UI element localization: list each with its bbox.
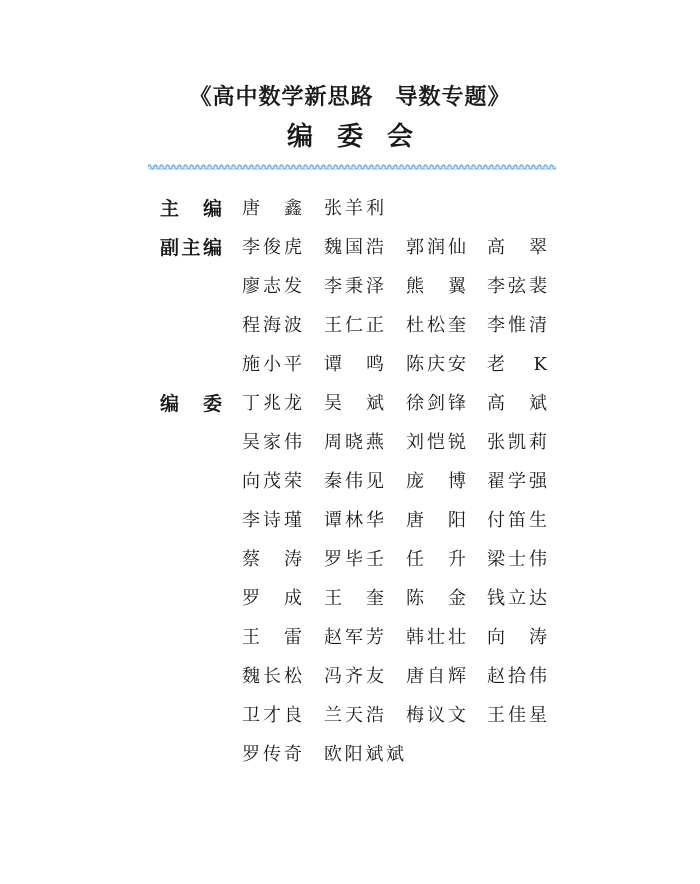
committee-member-name: 罗传奇 xyxy=(242,744,302,765)
committee-member-name: 欧阳斌斌 xyxy=(324,744,404,765)
deputy-editor-name: 王仁正 xyxy=(324,315,384,336)
committee-member-name: 魏长松 xyxy=(242,666,302,687)
deputy-editor-name: 高翠 xyxy=(487,237,547,258)
deputy-editor-name: 李惟清 xyxy=(487,315,547,336)
committee-member-name: 卫才良 xyxy=(242,705,302,726)
committee-member-name: 谭林华 xyxy=(324,510,384,531)
deputy-editor-name: 杜松奎 xyxy=(406,315,466,336)
committee-member-name: 王奎 xyxy=(324,588,384,609)
role-label-deputy-editor: 副主编 xyxy=(160,237,222,259)
role-label-committee: 编委 xyxy=(160,393,222,415)
deputy-editor-name: 廖志发 xyxy=(242,276,302,297)
deputy-editor-name: 李弦裴 xyxy=(487,276,547,297)
committee-member-name: 付笛生 xyxy=(487,510,547,531)
committee-member-name: 陈金 xyxy=(406,588,466,609)
committee-member-name: 翟学强 xyxy=(487,471,547,492)
deputy-editor-name: 熊翼 xyxy=(406,276,466,297)
committee-member-name: 高斌 xyxy=(487,393,547,414)
committee-member-name: 李诗瑾 xyxy=(242,510,302,531)
committee-member-name: 赵拾伟 xyxy=(487,666,547,687)
committee-member-name: 秦伟见 xyxy=(324,471,384,492)
committee-member-name: 赵军芳 xyxy=(324,627,384,648)
committee-member-name: 罗成 xyxy=(242,588,302,609)
committee-member-name: 张凯莉 xyxy=(487,432,547,453)
deputy-editor-name: 李俊虎 xyxy=(242,237,302,258)
committee-member-name: 钱立达 xyxy=(487,588,547,609)
deputy-editor-name: 程海波 xyxy=(242,315,302,336)
committee-member-name: 王雷 xyxy=(242,627,302,648)
role-label-chief-editor: 主编 xyxy=(160,198,222,220)
committee-member-name: 周晓燕 xyxy=(324,432,384,453)
page-heading: 编委会 xyxy=(286,122,437,152)
book-title-main: 《高中数学新思路 xyxy=(189,85,374,110)
deputy-editor-name: 施小平 xyxy=(242,354,302,375)
deputy-editor-name: 李秉泽 xyxy=(324,276,384,297)
deputy-editor-name: 郭润仙 xyxy=(406,237,466,258)
committee-member-name: 唐自辉 xyxy=(406,666,466,687)
committee-member-name: 王佳星 xyxy=(487,705,547,726)
committee-member-name: 梁士伟 xyxy=(487,549,547,570)
committee-member-name: 吴斌 xyxy=(324,393,384,414)
committee-member-name: 兰天浩 xyxy=(324,705,384,726)
deputy-editor-name: 魏国浩 xyxy=(324,237,384,258)
committee-member-name: 梅议文 xyxy=(406,705,466,726)
committee-member-name: 韩壮壮 xyxy=(406,627,466,648)
committee-member-name: 唐阳 xyxy=(406,510,466,531)
committee-member-name: 向涛 xyxy=(487,627,547,648)
editor-name: 张羊利 xyxy=(324,198,384,219)
deputy-editor-name: 老K xyxy=(487,354,547,375)
wave-divider xyxy=(148,161,556,173)
book-title-topic: 导数专题》 xyxy=(395,85,511,110)
deputy-editor-name: 谭鸣 xyxy=(324,354,384,375)
committee-member-name: 向茂荣 xyxy=(242,471,302,492)
committee-member-name: 吴家伟 xyxy=(242,432,302,453)
committee-member-name: 徐剑锋 xyxy=(406,393,466,414)
committee-member-name: 任升 xyxy=(406,549,466,570)
editor-name: 唐鑫 xyxy=(242,198,302,219)
committee-member-name: 刘恺锐 xyxy=(406,432,466,453)
committee-member-name: 冯齐友 xyxy=(324,666,384,687)
committee-member-name: 丁兆龙 xyxy=(242,393,302,414)
committee-member-name: 庞博 xyxy=(406,471,466,492)
deputy-editor-name: 陈庆安 xyxy=(406,354,466,375)
committee-member-name: 罗毕壬 xyxy=(324,549,384,570)
committee-member-name: 蔡涛 xyxy=(242,549,302,570)
book-title xyxy=(0,80,700,111)
